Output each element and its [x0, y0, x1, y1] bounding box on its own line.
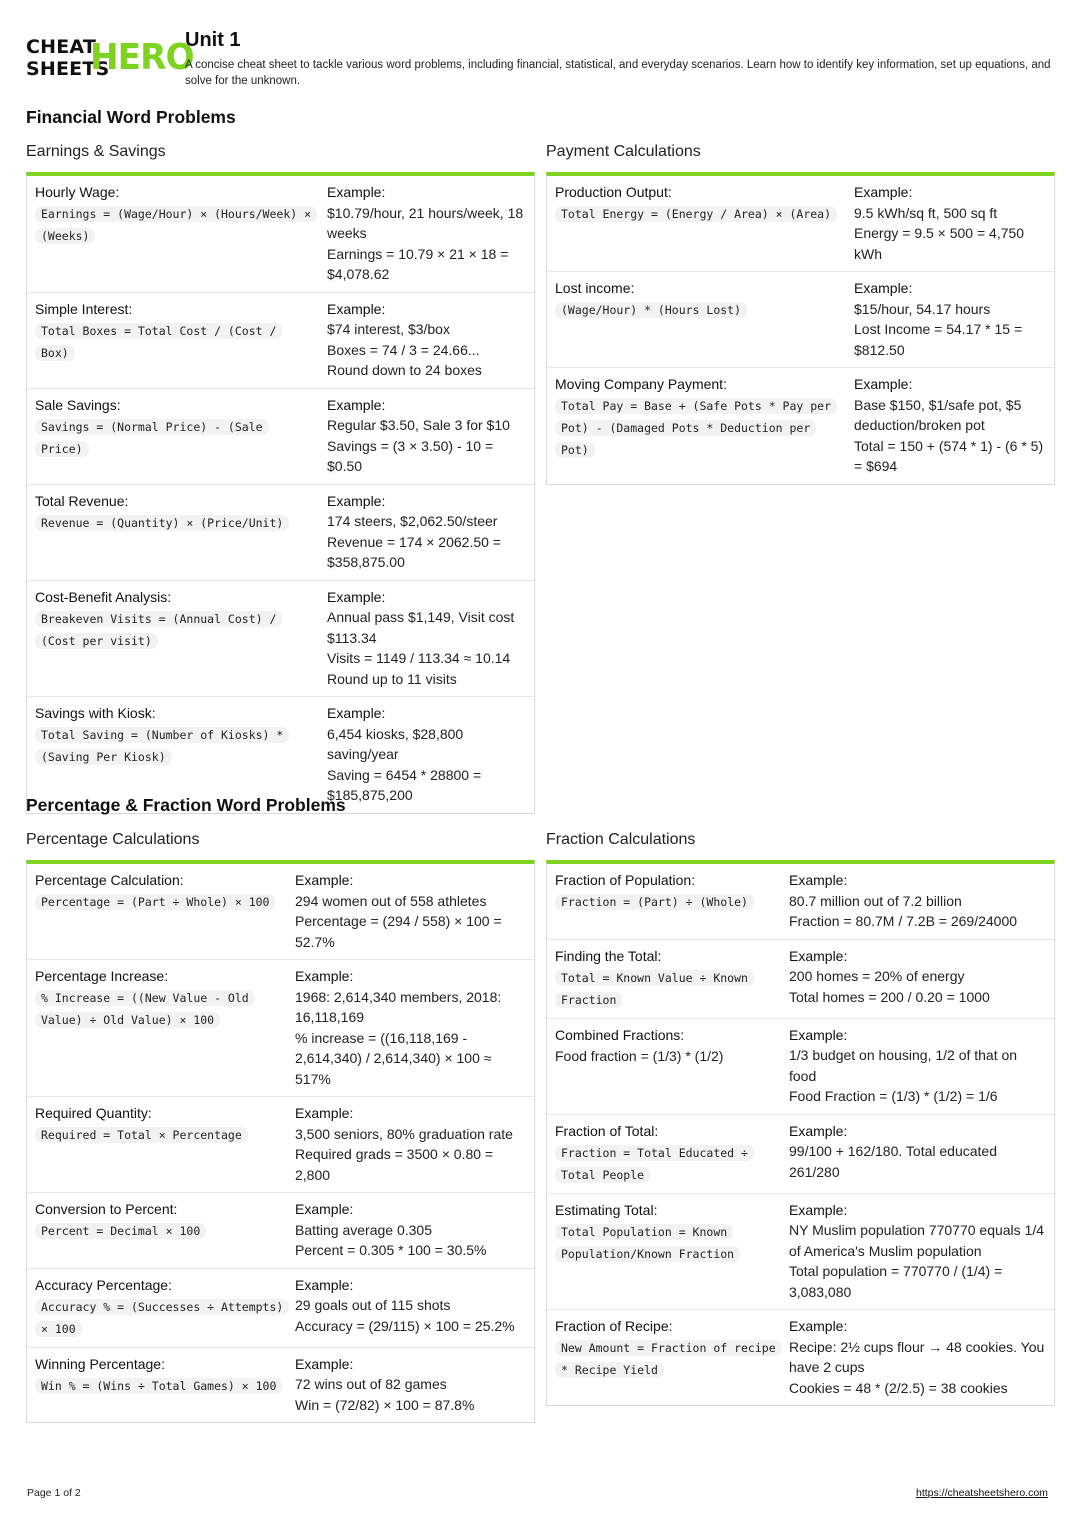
example-line: NY Muslim population 770770 equals 1/4 of America's Muslim population	[789, 1222, 1045, 1259]
formula-cell	[555, 374, 854, 477]
example-cell	[789, 870, 1046, 932]
formula-code: Total Boxes = Total Cost / (Cost / Box)	[35, 323, 282, 361]
example-line: 6,454 kiosks, $28,800 saving/year	[327, 725, 464, 762]
example-line: 80.7 million out of 7.2 billion	[789, 892, 962, 909]
subtitle-fraction: Fraction Calculations	[546, 831, 696, 848]
formula-code: Accuracy % = (Successes ÷ Attempts) × 100	[35, 1299, 289, 1337]
example-line: Saving = 6454 * 28800 = $185,875,200	[327, 766, 482, 803]
example-line: Annual pass $1,149, Visit cost $113.34	[327, 609, 515, 646]
formula-code: % Increase = ((New Value - Old Value) ÷ Old Value) × 100	[35, 990, 255, 1028]
example-line: Base $150, $1/safe pot, $5 deduction/broken pot	[854, 396, 1022, 433]
example-label: Example:	[854, 184, 913, 200]
example-line: Lost Income = 54.17 * 15 = $812.50	[854, 321, 1023, 358]
formula-code: Total Energy = (Energy / Area) × (Area)	[555, 206, 837, 222]
example-label: Example:	[854, 376, 913, 392]
formula-code: Percent = Decimal × 100	[35, 1223, 206, 1239]
formula-label: Lost income:	[555, 280, 635, 296]
formula-label: Percentage Increase:	[35, 968, 169, 984]
example-line: Total population = 770770 / (1/4) = 3,083,080	[789, 1263, 1003, 1300]
formula-cell	[555, 1121, 789, 1186]
formula-row	[27, 293, 534, 389]
formula-label: Winning Percentage:	[35, 1355, 165, 1372]
example-line: Total homes = 200 / 0.20 = 1000	[789, 988, 990, 1005]
example-cell	[295, 870, 526, 952]
formula-label: Moving Company Payment:	[555, 376, 727, 392]
page-title: Unit 1	[185, 29, 241, 51]
example-line: $10.79/hour, 21 hours/week, 18 weeks	[327, 204, 524, 241]
example-line: 294 women out of 558 athletes	[295, 892, 487, 909]
example-label: Example:	[295, 872, 354, 888]
example-line: Round down to 24 boxes	[327, 362, 482, 378]
section-title-percentage-fraction: Percentage & Fraction Word Problems	[26, 795, 346, 815]
example-cell	[854, 278, 1046, 360]
formula-code: Total Pay = Base + (Safe Pots * Pay per Pot) - (Damaged Pots * Deduction per Pot)	[555, 398, 837, 458]
example-line: Regular $3.50, Sale 3 for $10	[327, 417, 510, 433]
formula-row	[547, 1310, 1054, 1405]
subtitle-percentage: Percentage Calculations	[26, 831, 200, 848]
logo-cheat: CHEAT	[26, 36, 97, 58]
formula-label: Fraction of Recipe:	[555, 1318, 673, 1334]
formula-label: Required Quantity:	[35, 1105, 152, 1121]
logo-hero: HERO	[90, 37, 194, 78]
example-line: Required grads = 3500 × 0.80 = 2,800	[295, 1146, 494, 1183]
formula-row	[547, 272, 1054, 368]
formula-cell	[555, 278, 854, 360]
example-label: Example:	[327, 705, 386, 721]
formula-cell	[35, 1354, 295, 1416]
formula-label: Accuracy Percentage:	[35, 1276, 172, 1293]
formula-row	[547, 864, 1054, 940]
example-label: Example:	[295, 968, 354, 984]
formula-code: Breakeven Visits = (Annual Cost) / (Cost per visit)	[35, 611, 282, 649]
example-label: Example:	[789, 1201, 848, 1218]
formula-code: New Amount = Fraction of recipe * Recipe Yield	[555, 1340, 782, 1378]
formula-label: Conversion to Percent:	[35, 1201, 178, 1217]
example-label: Example:	[789, 1026, 848, 1043]
formula-cell	[555, 1316, 789, 1398]
formula-cell	[555, 1025, 789, 1107]
example-line: 1968: 2,614,340 members, 2018: 16,118,169	[295, 988, 502, 1025]
formula-cell	[555, 870, 789, 932]
formula-code: Total Population = Known Population/Known Fraction	[555, 1224, 740, 1262]
formula-row	[27, 960, 534, 1097]
example-label: Example:	[854, 280, 913, 296]
example-label: Example:	[327, 396, 386, 413]
formula-row	[547, 1019, 1054, 1115]
formula-label: Sale Savings:	[35, 396, 121, 413]
example-label: Example:	[327, 588, 386, 605]
example-cell	[789, 1025, 1046, 1107]
example-line: Accuracy = (29/115) × 100 = 25.2%	[295, 1317, 515, 1334]
example-line: Percent = 0.305 * 100 = 30.5%	[295, 1242, 487, 1258]
formula-code: Total = Known Value ÷ Known Fraction	[555, 970, 754, 1008]
formula-label: Combined Fractions:	[555, 1026, 685, 1043]
example-cell	[327, 491, 526, 573]
formula-label: Total Revenue:	[35, 492, 129, 509]
example-cell	[295, 1275, 526, 1340]
example-cell	[295, 966, 526, 1089]
example-line: 3,500 seniors, 80% graduation rate	[295, 1125, 513, 1142]
formula-row	[27, 485, 534, 581]
example-cell	[327, 703, 526, 806]
example-line: 174 steers, $2,062.50/steer	[327, 513, 498, 529]
example-line: Savings = (3 × 3.50) - 10 = $0.50	[327, 437, 494, 474]
example-cell	[327, 299, 526, 381]
example-line: Energy = 9.5 × 500 = 4,750 kWh	[854, 225, 1025, 262]
example-line: 9.5 kWh/sq ft, 500 sq ft	[854, 204, 998, 221]
subtitle-payment: Payment Calculations	[546, 143, 701, 160]
example-label: Example:	[295, 1105, 354, 1121]
formula-row	[27, 389, 534, 485]
example-line: Boxes = 74 / 3 = 24.66...	[327, 341, 480, 358]
formula-row	[27, 581, 534, 698]
page-header	[26, 28, 1056, 90]
example-cell	[295, 1103, 526, 1185]
formula-row	[27, 1097, 534, 1193]
formula-cell	[35, 1103, 295, 1185]
example-label: Example:	[295, 1201, 354, 1217]
example-line: Revenue = 174 × 2062.50 = $358,875.00	[327, 533, 501, 570]
example-line: Food Fraction = (1/3) * (1/2) = 1/6	[789, 1088, 998, 1104]
example-line: Batting average 0.305	[295, 1221, 432, 1238]
formula-code: Total Saving = (Number of Kiosks) * (Saving Per Kiosk)	[35, 727, 289, 765]
formula-row	[27, 864, 534, 960]
example-cell	[789, 1316, 1046, 1398]
example-cell	[789, 1121, 1046, 1186]
formula-code: Percentage = (Part ÷ Whole) × 100	[35, 894, 275, 910]
formula-row	[547, 940, 1054, 1019]
formula-row	[547, 1115, 1054, 1194]
example-cell	[327, 395, 526, 477]
formula-code: Required = Total × Percentage	[35, 1127, 248, 1143]
example-line: $15/hour, 54.17 hours	[854, 300, 991, 317]
example-line: % increase = ((16,118,169 - 2,614,340) / 2,614,340) × 100 ≈ 517%	[295, 1029, 492, 1087]
formula-row	[27, 1193, 534, 1269]
formula-label: Savings with Kiosk:	[35, 705, 156, 721]
card-fraction-calculations	[546, 860, 1055, 1406]
formula-label: Production Output:	[555, 184, 672, 200]
example-line: 1/3 budget on housing, 1/2 of that on food	[789, 1047, 1018, 1084]
page-description: A concise cheat sheet to tackle various word problems, including financial, statistical, and everyday scenarios. Learn how to identify key information, set up equations, and solve for the unknown.	[185, 59, 1051, 87]
title-block	[185, 28, 1055, 89]
formula-row	[547, 368, 1054, 484]
formula-label: Finding the Total:	[555, 947, 662, 964]
card-payment-calculations	[546, 172, 1055, 485]
formula-cell	[35, 1275, 295, 1340]
example-label: Example:	[295, 1276, 354, 1293]
example-line: Round up to 11 visits	[327, 670, 457, 687]
formula-row	[27, 1348, 534, 1423]
example-cell	[327, 587, 526, 690]
example-label: Example:	[327, 184, 386, 200]
formula-cell	[555, 1200, 789, 1303]
example-line: 99/100 + 162/180. Total educated 261/280	[789, 1143, 997, 1180]
formula-cell	[35, 491, 327, 573]
formula-code: Fraction = (Part) ÷ (Whole)	[555, 894, 754, 910]
example-cell	[789, 946, 1046, 1011]
example-cell	[295, 1199, 526, 1261]
formula-row	[27, 1269, 534, 1348]
example-line: Earnings = 10.79 × 21 × 18 = $4,078.62	[327, 245, 509, 282]
cheatsheetshero-logo[interactable]	[26, 36, 194, 80]
formula-label: Estimating Total:	[555, 1201, 658, 1218]
page-number: Page 1 of 2	[27, 1487, 81, 1499]
formula-cell	[35, 182, 327, 285]
example-label: Example:	[789, 947, 848, 964]
formula-label: Percentage Calculation:	[35, 872, 184, 888]
formula-cell	[35, 299, 327, 381]
formula-code: Fraction = Total Educated ÷ Total People	[555, 1145, 754, 1183]
formula-row	[547, 1194, 1054, 1311]
formula-code: Win % = (Wins ÷ Total Games) × 100	[35, 1378, 282, 1394]
formula-cell	[555, 946, 789, 1011]
example-label: Example:	[789, 1318, 848, 1334]
example-label: Example:	[789, 1122, 848, 1139]
formula-text: Food fraction = (1/3) * (1/2)	[555, 1047, 724, 1064]
example-cell	[854, 182, 1046, 264]
formula-label: Fraction of Total:	[555, 1122, 659, 1139]
example-line: 200 homes = 20% of energy	[789, 968, 965, 984]
formula-cell	[35, 870, 295, 952]
example-cell	[789, 1200, 1046, 1303]
example-cell	[327, 182, 526, 285]
subtitle-earnings: Earnings & Savings	[26, 143, 166, 160]
example-label: Example:	[327, 300, 386, 317]
example-line: Visits = 1149 / 113.34 ≈ 10.14	[327, 650, 511, 666]
formula-row	[27, 176, 534, 293]
example-line: Fraction = 80.7M / 7.2B = 269/24000	[789, 913, 1018, 929]
example-line: $74 interest, $3/box	[327, 321, 450, 337]
formula-label: Simple Interest:	[35, 300, 133, 317]
example-line: Cookies = 48 * (2/2.5) = 38 cookies	[789, 1379, 1008, 1396]
formula-cell	[35, 966, 295, 1089]
example-label: Example:	[295, 1355, 354, 1372]
example-cell	[854, 374, 1046, 477]
card-percentage-calculations	[26, 860, 535, 1423]
formula-cell	[35, 703, 327, 806]
example-cell	[295, 1354, 526, 1416]
example-line: 72 wins out of 82 games	[295, 1376, 447, 1392]
example-line: 29 goals out of 115 shots	[295, 1297, 451, 1313]
formula-label: Fraction of Population:	[555, 872, 696, 888]
card-earnings-savings	[26, 172, 535, 814]
formula-code: Savings = (Normal Price) - (Sale Price)	[35, 419, 269, 457]
example-line: Win = (72/82) × 100 = 87.8%	[295, 1396, 475, 1413]
formula-cell	[35, 395, 327, 477]
formula-cell	[35, 1199, 295, 1261]
section-title-financial: Financial Word Problems	[26, 107, 236, 127]
formula-code: Earnings = (Wage/Hour) × (Hours/Week) × (Weeks)	[35, 206, 317, 244]
site-link[interactable]: https://cheatsheetshero.com	[916, 1487, 1048, 1499]
formula-label: Cost-Benefit Analysis:	[35, 588, 172, 605]
example-line: Total = 150 + (574 * 1) - (6 * 5) = $694	[854, 437, 1044, 474]
formula-label: Hourly Wage:	[35, 184, 120, 200]
formula-cell	[35, 587, 327, 690]
example-label: Example:	[327, 492, 386, 509]
formula-row	[547, 176, 1054, 272]
formula-code: (Wage/Hour) * (Hours Lost)	[555, 302, 747, 318]
formula-code: Revenue = (Quantity) × (Price/Unit)	[35, 515, 289, 531]
example-label: Example:	[789, 872, 848, 888]
example-line: Recipe: 2½ cups flour → 48 cookies. You have 2 cups	[789, 1338, 1045, 1375]
example-line: Percentage = (294 / 558) × 100 = 52.7%	[295, 913, 502, 950]
logo-sheets: SHEETS	[26, 58, 110, 80]
formula-cell	[555, 182, 854, 264]
